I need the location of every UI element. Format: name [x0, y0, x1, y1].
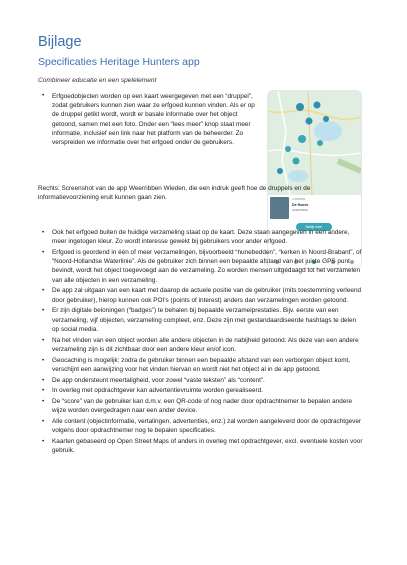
map-marker: [298, 135, 306, 143]
list-item: • Na het vinden van een object worden alle andere objecten in de nabijheid getoond. Als deze van een andere verzameling zijn is dit zichtbaar door een andere kleur en/of icon.: [52, 336, 364, 354]
list-item: • Erfgoed is geordend in één of meer verzamelingen, bijvoorbeeld “hunebedden”, “kerken in Noord-Brabant”, of “Noord-Hollandse Waterlinie”. Als de gebruiker zich binnen een bepaalde afstand van het juiste GPS punt bevindt, wordt het object toegevoegd aan de verzameling. Zo worden mensen uitgedaagd tot het verzamelen van alle objecten in een verzameling.: [52, 248, 364, 285]
map-graphic: [268, 91, 361, 195]
list-item: • De “score” van de gebruiker kan d.m.v. een QR-code of nog nader door opdrachtnemer te bepalen andere wijze worden overgedragen naar een ander device.: [52, 397, 364, 415]
list-item: • Alle content (objectinformatie, vertalingen, advertenties, enz.) zal worden aangeleverd door de opdrachtgever volgens door opdrachtnemer nog te bepalen specificaties.: [52, 417, 364, 435]
list-item: • Kaarten gebaseerd op Open Street Maps of anders in overleg met opdrachtgever, excl. eventuele kosten voor gebruik.: [52, 437, 364, 455]
screenshot-caption: Rechts: Screenshot van de app Weerribben Wieden, die een indruk geeft hoe de druppels en de informatievoorziening eruit kunnen gaan zien.: [38, 185, 311, 202]
section-tagline: Combineer educatie en een spelelement: [38, 77, 157, 84]
list-item: • De app zal uitgaan van een kaart met daarop de actuele positie van de gebruiker (mits toestemming verleend door gebruiker), hierop kunnen ook POI’s (points of interest) anders dan verzamelingen worden getoond.: [52, 286, 364, 304]
list-item: • Geocaching is mogelijk: zodra de gebruiker binnen een bepaalde afstand van een verborgen object komt, verschijnt een aanwijzing voor het vinden hiervan en wordt niet het object al in de app getoond.: [52, 356, 364, 374]
page-heading: Bijlage: [38, 34, 82, 50]
list-item: • Er zijn digitale beloningen (“badges”) te behalen bij bepaalde verzamelprestaties. Bijv. eerste van een verzameling, vijf objecten, verzameling compleet, enz. Deze zijn met gestandaardiseerde hashtags te delen op social media.: [52, 306, 364, 334]
list-item: • In overleg met opdrachtgever kan advertentievruimte worden gerealiseerd.: [52, 386, 364, 395]
map-marker: [323, 116, 329, 122]
map-marker: [306, 118, 313, 125]
list-item: • De app ondersteunt meertaligheid, voor zowel “vaste teksten” als “content”.: [52, 376, 364, 385]
map-marker: [285, 146, 291, 152]
card-tag: CHAPPERS: [292, 198, 306, 201]
spec-list: [52, 228, 364, 457]
map-marker: [296, 103, 304, 111]
card-title: De Hoeve: [292, 203, 309, 207]
map-marker: [314, 102, 321, 109]
map-marker: [317, 140, 323, 146]
bullet-marker: •: [42, 92, 45, 99]
map-marker: [293, 158, 300, 165]
intro-bullet-text: Erfgoedobjecten worden op een kaart weergegeven met een “druppel”, zodat gebruikers kunnen zien waar ze erfgoed kunnen vinden. Als er op de druppel getikt wordt, wordt er basale informatie over het object getoond, samen met een foto. Onder een “lees meer” knop staat meer informatie, inclusief een link naar het platform van de beheerder. Zo verspreiden we informatie over het erfgoed onder de gebruikers.: [52, 93, 255, 147]
intro-bullet: [42, 92, 260, 147]
list-item: • Ook het erfgoed buiten de huidige verzameling staat op de kaart. Deze staan aangegeven in een andere, meer ingetogen kleur. Zo wordt interesse gewekt bij gebruikers voor ander erfgoed.: [52, 228, 364, 246]
card-subtitle: WEERRIBBEN: [292, 209, 309, 212]
map-marker: [277, 168, 283, 174]
section-heading: Specificaties Heritage Hunters app: [38, 56, 200, 68]
view-more-button[interactable]: Bekijk meer: [296, 223, 332, 231]
map-view: [268, 91, 361, 195]
